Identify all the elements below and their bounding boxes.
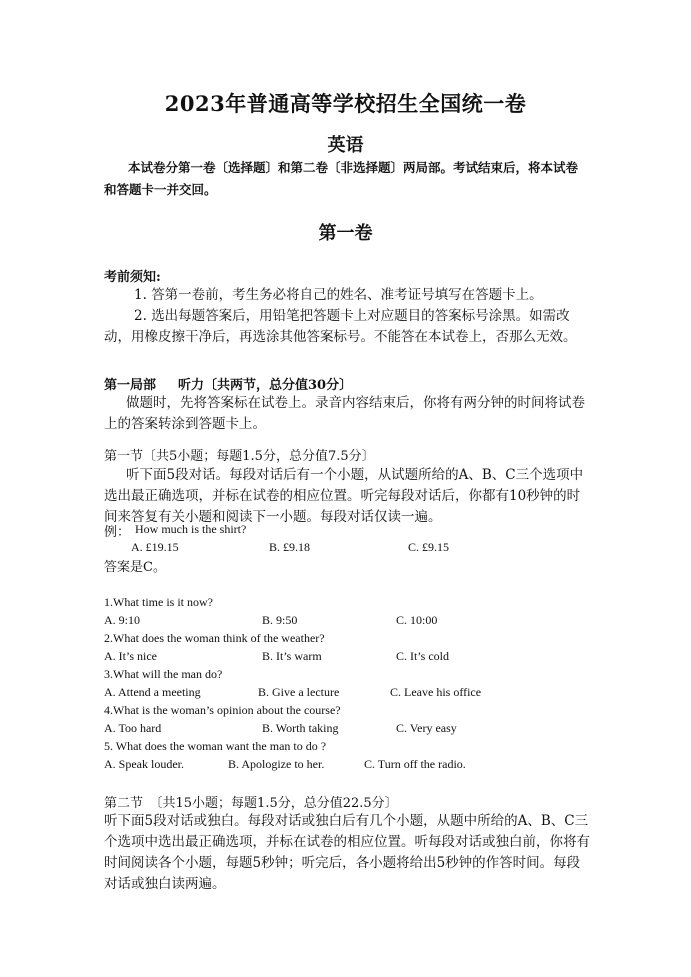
note-number: 1. (134, 287, 147, 303)
note-item (104, 285, 590, 306)
example-question: How much is the shirt? (135, 522, 247, 536)
page-title: 2023年普通高等学校招生全国统一卷 (164, 91, 527, 116)
question-options (104, 721, 590, 737)
part-title: 听力〔共两节，总分值30分〕 (178, 378, 353, 393)
note-item (104, 306, 590, 348)
example-label: 例： (104, 525, 131, 540)
option-c: C. 10:00 (396, 613, 438, 627)
question: 2.What does the woman think of the weather? (104, 631, 325, 645)
option-c: C. Leave his office (390, 685, 482, 699)
example-answer: 答案是C。 (104, 560, 166, 575)
option-b: B. Apologize to her. (228, 757, 325, 771)
notes-heading: 考前须知: (104, 270, 161, 285)
option-a: A. £19.15 (131, 540, 179, 554)
example-options (104, 540, 590, 556)
question-options (104, 685, 590, 701)
question-options (104, 649, 590, 665)
note-text: 答第一卷前，考生务必将自己的姓名、准考证号填写在答题卡上。 (151, 287, 543, 303)
volume-title: 第一卷 (318, 223, 373, 244)
subject-title: 英语 (327, 135, 364, 156)
note-number: 2. (134, 308, 147, 324)
exam-intro: 本试卷分第一卷〔选择题〕和第二卷〔非选择题〕两局部。考试结束后，将本试卷和答题卡一并交回。 (104, 160, 579, 197)
question: 4.What is the woman’s opinion about the course? (104, 703, 341, 717)
section-heading: 第一节〔共5小题；每题1.5分，总分值7.5分〕 (104, 449, 375, 464)
option-c: C. It’s cold (396, 649, 449, 663)
part-instructions: 做题时，先将答案标在试卷上。录音内容结束后，你将有两分钟的时间将试卷上的答案转涂到答题卡上。 (104, 395, 585, 432)
section-instructions: 听下面5段对话或独白。每段对话或独白后有几个小题，从题中所给的A、B、C三个选项中选出最正确选项，并标在试卷的相应位置。听每段对话或独白前，你将有时间阅读各个小题，每题5秒钟；听完后，各小题将给出5秒钟的作答时间。每段对话或独白读两遍。 (104, 813, 590, 892)
option-c: C. Very easy (396, 721, 457, 735)
option-a: A. Too hard (104, 721, 162, 735)
question-options (104, 757, 590, 773)
section-instructions: 听下面5段对话。每段对话后有一个小题，从试题所给的A、B、C三个选项中选出最正确选项，并标在试卷的相应位置。听完每段对话后，你都有10秒钟的时间来答复有关小题和阅读下一小题。每段对话仅读一遍。 (104, 467, 584, 525)
note-text: 选出每题答案后，用铅笔把答题卡上对应题目的答案标号涂黑。如需改动，用橡皮擦干净后，再选涂其他答案标号。不能答在本试卷上，否那么无效。 (104, 308, 577, 345)
option-c: C. Turn off the radio. (364, 757, 466, 771)
part-heading (104, 374, 352, 393)
option-a: A. 9:10 (104, 613, 140, 627)
section-heading: 第二节 〔共15小题；每题1.5分，总分值22.5分〕 (104, 796, 398, 811)
question: 1.What time is it now? (104, 595, 213, 609)
option-a: A. It’s nice (104, 649, 157, 663)
question: 5. What does the woman want the man to do ? (104, 739, 327, 753)
option-a: A. Attend a meeting (104, 685, 201, 699)
question: 3.What will the man do? (104, 667, 223, 681)
option-b: B. 9:50 (262, 613, 298, 627)
option-b: B. Give a lecture (258, 685, 340, 699)
option-b: B. Worth taking (262, 721, 339, 735)
question-options (104, 613, 590, 629)
option-a: A. Speak louder. (104, 757, 184, 771)
option-b: B. It’s warm (262, 649, 322, 663)
option-b: B. £9.18 (269, 540, 311, 554)
option-c: C. £9.15 (408, 540, 450, 554)
part-name: 第一局部 (104, 378, 157, 393)
